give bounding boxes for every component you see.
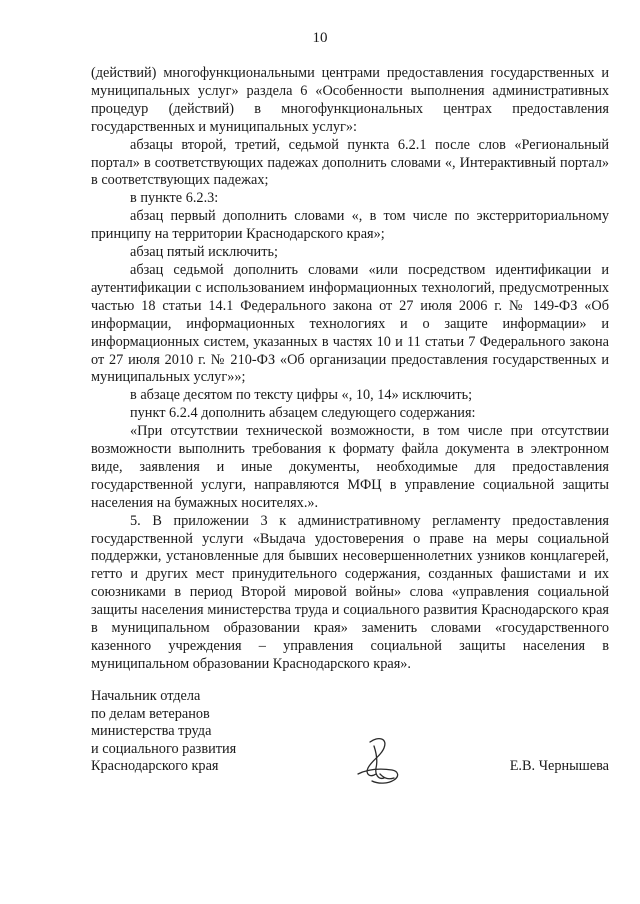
signer-name: Е.В. Чернышева — [509, 758, 609, 774]
paragraph-item: абзац седьмой дополнить словами «или посредством идентификации и аутентификации с использованием информационных технологий, предусмотренных частью 18 статьи 14.1 Федерального закона от 27 июля 2006 г. № 149-ФЗ «Об информации, информационных технологиях и о защите информации» и информационных систем, указанных в частях 10 и 11 статьи 7 Федерального закона от 27 июля 2010 г. № 210-ФЗ «Об организации предоставления государственных и муниципальных услуг»»; — [91, 261, 609, 386]
paragraph-item: абзац первый дополнить словами «, в том числе по экстерриториальному принципу на территории Краснодарского края»; — [91, 208, 609, 243]
paragraph-item: в пункте 6.2.3: — [130, 190, 219, 207]
paragraph-item: абзацы второй, третий, седьмой пункта 6.2.1 после слов «Региональный портал» в соответствующих падежах дополнить словами «, Интерактивный портал» в соответствующих падежах; — [91, 136, 609, 189]
paragraph-item: пункт 6.2.4 дополнить абзацем следующего содержания: — [130, 405, 476, 422]
document-body — [91, 65, 609, 674]
page-number: 10 — [312, 30, 328, 46]
paragraph-item: абзац пятый исключить; — [130, 244, 278, 261]
position-line: Начальник отдела — [91, 688, 201, 704]
position-line: и социального развития — [91, 740, 237, 757]
position-line: министерства труда — [91, 723, 212, 740]
quoted-paragraph: «При отсутствии технической возможности, в том числе при отсутствии возможности выполнить требования к формату файла документа в электронном виде, заявления и иные документы, необходимые для предоставления государственной услуги, направляются МФЦ в управление социальной защиты населения на бумажных носителях.». — [91, 423, 609, 511]
paragraph-continuation: (действий) многофункциональными центрами предоставления государственных и муниципальных услуг» раздела 6 «Особенности выполнения административных процедур (действий) в многофункциональных центрах предоставления государственных и муниципальных услуг»: — [91, 65, 609, 135]
paragraph-item: в абзаце десятом по тексту цифры «, 10, 14» исключить; — [130, 387, 473, 404]
position-line: Краснодарского края — [91, 758, 219, 775]
paragraph-item-5: 5. В приложении 3 к административному регламенту предоставления государственной услуги «Выдача удостоверения о праве на меры социальной поддержки, установленные для бывших несовершеннолетних узников концлагерей, гетто и других мест принудительного содержания, созданных фашистами и их союзниками в период Второй мировой войны» слова «управления социальной защиты населения министерства труда и социального развития Краснодарского края в муниципальном образовании края» заменить словами «государственного казенного учреждения – управления социальной защиты населения в муниципальном образовании Краснодарского края». — [91, 512, 609, 672]
position-line: по делам ветеранов — [91, 705, 210, 722]
